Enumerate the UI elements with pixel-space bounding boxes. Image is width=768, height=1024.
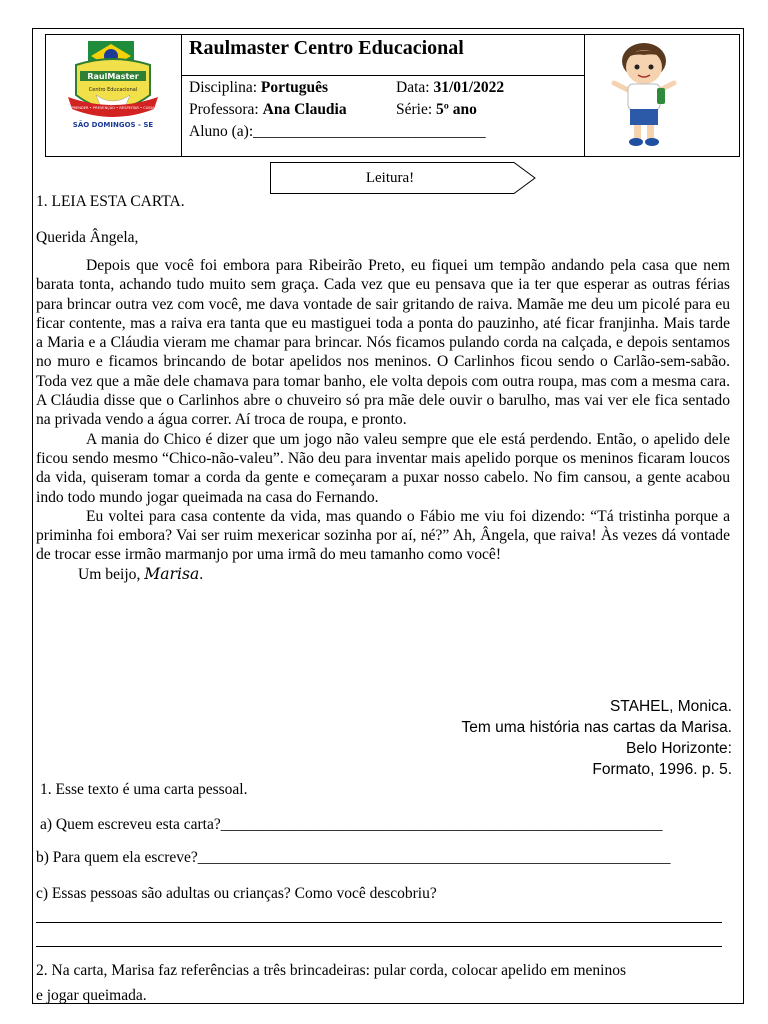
signature: Marisa — [144, 564, 200, 583]
bibliographic-source — [462, 696, 733, 780]
svg-text:Centro Educacional: Centro Educacional — [88, 87, 138, 93]
reading-tag — [270, 162, 536, 194]
question-1a[interactable]: a) Quem escreveu esta carta?_________________________________________________________ — [40, 816, 663, 833]
school-info-cell — [181, 35, 585, 156]
school-logo-icon — [46, 35, 181, 156]
subject-row — [189, 79, 328, 97]
grade-label: Série: — [396, 101, 433, 118]
letter-paragraph-3: Eu voltei para casa contente da vida, mas quando o Fábio me viu foi dizendo: “Tá tristinha porque a priminha foi embora? Vai ser ruim mexericar sozinha por aí, né?” Ah, Ângela, que raiva! Às vezes dá vontade de trocar esse irmão marmanjo por uma irmã do meu tamanho como você! — [36, 507, 730, 564]
svg-text:RaulMaster: RaulMaster — [87, 72, 139, 81]
letter-paragraph-2: A mania do Chico é dizer que um jogo não valeu sempre que ele está perdendo. Então, o apelido dele ficou sendo mesmo “Chico-não-valeu”. Não deu para inventar mais apelido porque os meninos ficaram loucos da vida, quiseram tomar a corda da gente e começaram a puxar nosso cabelo. No fim cansou, a gente acabou indo todo mundo jogar queimada na casa do Fernando. — [36, 430, 730, 506]
question-2-line-1: 2. Na carta, Marisa faz referências a três brincadeiras: pular corda, colocar apelido em meninos — [36, 962, 626, 979]
school-name: Raulmaster Centro Educacional — [189, 37, 464, 59]
svg-text:APRENDER • PREVENÇÃO • RESPEIT: APRENDER • PREVENÇÃO • RESPEITAR • CUIDAR — [68, 106, 158, 110]
divider — [181, 75, 584, 76]
question-2-line-2: e jogar queimada. — [36, 987, 147, 1004]
subject-value: Português — [260, 79, 329, 96]
grade-value: 5º ano — [436, 101, 477, 118]
teacher-row — [189, 101, 347, 119]
question-1c: c) Essas pessoas são adultas ou crianças? Como você descobriu? — [36, 885, 437, 902]
letter-body — [36, 256, 730, 584]
answer-line-1[interactable] — [36, 922, 722, 923]
subject-label: Disciplina: — [189, 79, 258, 96]
student-boy-icon — [584, 35, 739, 156]
letter-paragraph-1: Depois que você foi embora para Ribeirão Preto, eu fiquei um tempão andando pela casa que nem barata tonta, achando tudo muito sem graça. Cada vez que eu pensava que ia ter que esperar as outras férias para brincar outra vez com você, me dava vontade de sair gritando de raiva. Mamãe me deu um picolé para eu ficar contente, mas a raiva era tanta que eu mastiguei toda a ponta do pauzinho, até ficar franjinha. Mais tarde a Maria e a Cláudia vieram me chamar para brincar. Nós ficamos pulando corda na calçada, e depois sentamos no muro e ficamos brincando de botar apelidos nos meninos. O Carlinhos ficou sendo o Carlão-sem-sabão. Toda vez que a mãe dele chamava para tomar banho, ele volta depois com outra roupa, mas com a mesma cara. A Cláudia disse que o Carlinhos abre o chuveiro só pra mãe dele ouvir o barulho, mas vai ver ele fica sentado na privada vendo a água correr. Aí troca de roupa, e pronto. — [36, 257, 730, 429]
closing-text: Um beijo, — [78, 565, 141, 583]
section-title: 1. LEIA ESTA CARTA. — [36, 193, 185, 210]
school-logo-cell — [46, 35, 182, 156]
question-1b[interactable]: b) Para quem ela escreve?_____________________________________________________________ — [36, 849, 671, 866]
date-row — [396, 79, 504, 97]
header-table — [45, 34, 740, 157]
source-author: STAHEL, Monica. — [609, 698, 732, 715]
teacher-label: Professora: — [189, 101, 259, 118]
grade-row — [396, 101, 477, 119]
reading-tag-label: Leitura! — [365, 170, 415, 186]
student-illustration-cell — [584, 35, 739, 156]
date-label: Data: — [396, 79, 430, 96]
date-value: 31/01/2022 — [433, 79, 505, 96]
source-city: Belo Horizonte: — [626, 740, 732, 757]
teacher-value: Ana Claudia — [262, 101, 347, 118]
letter-greeting: Querida Ângela, — [36, 229, 139, 246]
question-1: 1. Esse texto é uma carta pessoal. — [40, 781, 248, 798]
answer-line-2[interactable] — [36, 946, 722, 947]
closing-period: . — [199, 565, 204, 583]
svg-text:SÃO DOMINGOS - SE: SÃO DOMINGOS - SE — [72, 121, 154, 129]
student-name-field[interactable]: Aluno (a):______________________________ — [189, 123, 486, 140]
source-publisher: Formato, 1996. p. 5. — [592, 761, 732, 778]
letter-closing — [36, 565, 730, 584]
source-title: Tem uma história nas cartas da Marisa. — [461, 719, 732, 736]
